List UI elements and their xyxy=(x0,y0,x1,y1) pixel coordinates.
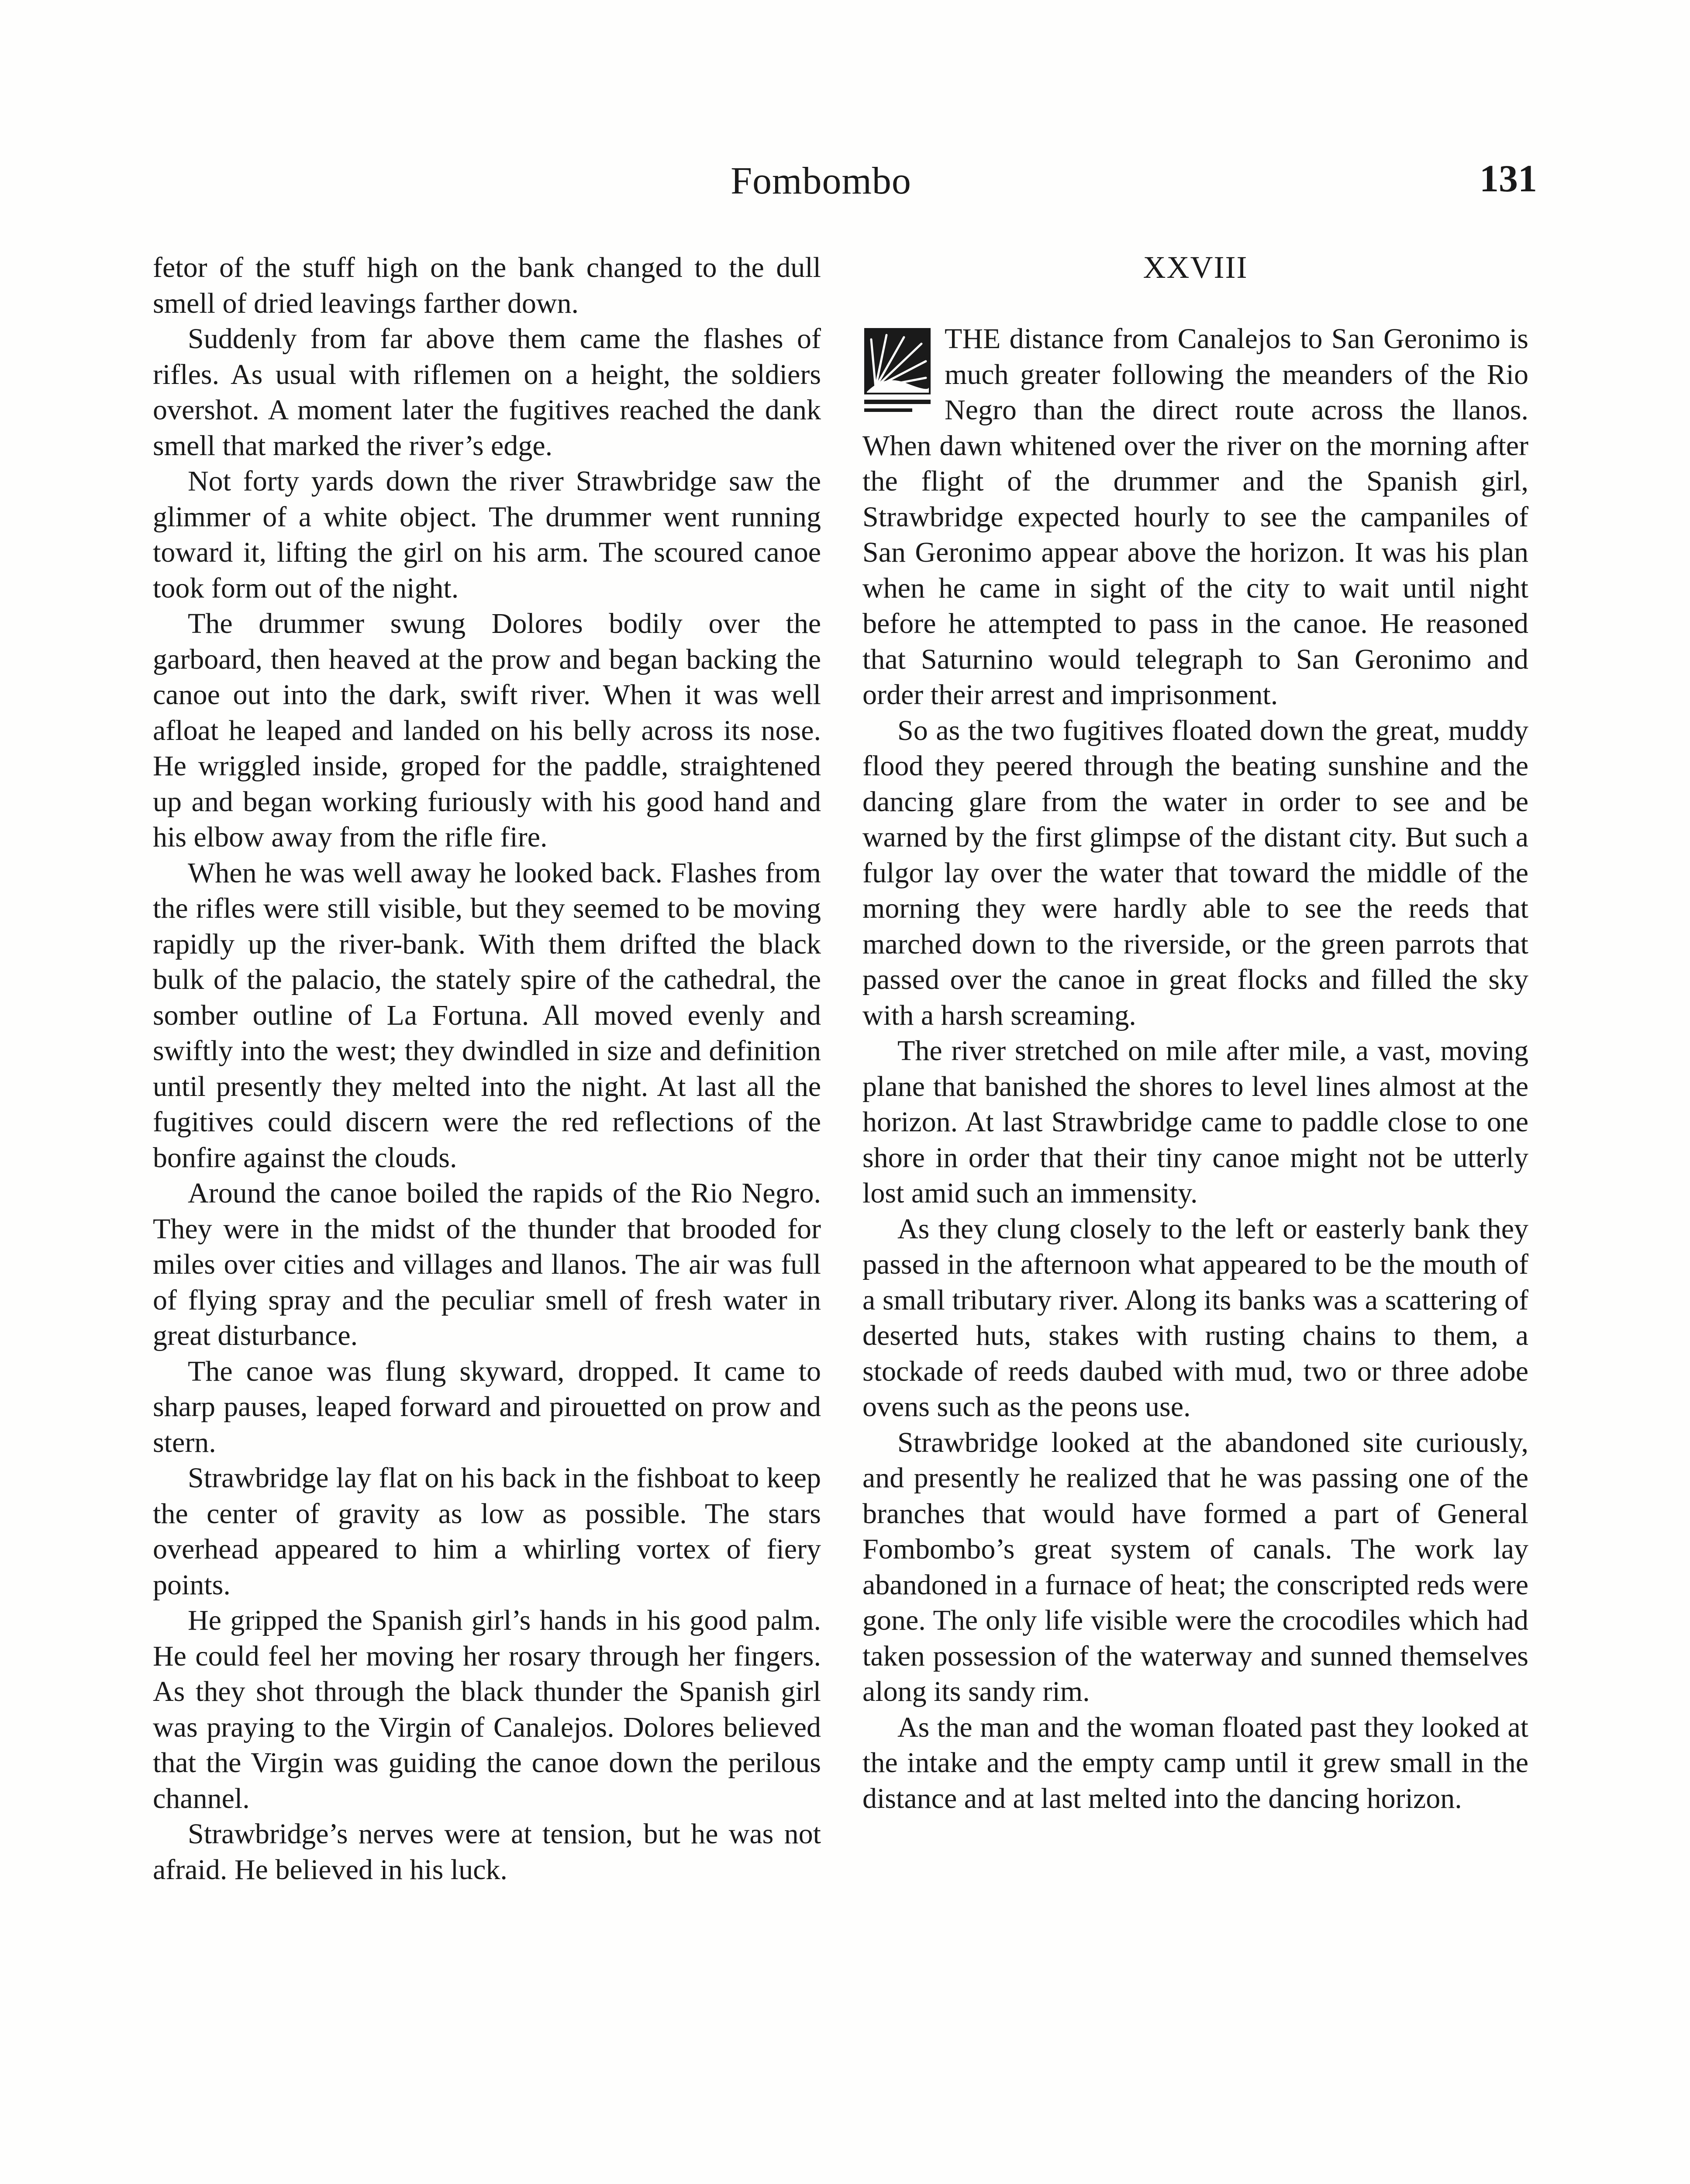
paragraph: Suddenly from far above them came the flashes of rifles. As usual with riflemen on a height, the soldiers overshot. A moment later the fugitives reached the dank smell that marked the river’s edge. xyxy=(153,323,821,462)
right-text-column xyxy=(862,250,1528,1816)
paragraph: As they clung closely to the left or easterly bank they passed in the afternoon what appeared to be the mouth of a small tributary river. Along its banks was a scattering of deserted huts, stakes with rusting chains to them, a stockade of reeds daubed with mud, two or three adobe ovens such as the peons use. xyxy=(862,1213,1528,1423)
paragraph: So as the two fugitives floated down the great, muddy flood they peered through the beating sunshine and the dancing glare from the water in order to see and be warned by the first glimpse of the distant city. But such a fulgor lay over the water that toward the middle of the morning they were hardly able to see the reeds that marched down to the riverside, or the green parrots that passed over the canoe in great flocks and filled the sky with a harsh screaming. xyxy=(862,714,1528,1031)
paragraph: Strawbridge lay flat on his back in the fishboat to keep the center of gravity as low as possible. The stars overhead appeared to him a whirling vortex of fiery points. xyxy=(153,1462,821,1601)
paragraph: The canoe was flung skyward, dropped. It came to sharp pauses, leaped forward and pirouetted on prow and stern. xyxy=(153,1355,821,1458)
left-text-column xyxy=(153,250,821,1887)
paragraph: When he was well away he looked back. Flashes from the rifles were still visible, but they seemed to be moving rapidly up the river-bank. With them drifted the black bulk of the palacio, the stately spire of the cathedral, the somber outline of La Fortuna. All moved evenly and swiftly into the west; they dwindled in size and definition until presently they melted into the night. At last all the fugitives could discern were the red reflections of the bonfire against the clouds. xyxy=(153,857,821,1174)
paragraph: Around the canoe boiled the rapids of the Rio Negro. They were in the midst of the thunder that brooded for miles over cities and villages and llanos. The air was full of flying spray and the peculiar smell of fresh water in great disturbance. xyxy=(153,1177,821,1351)
paragraph: Not forty yards down the river Strawbridge saw the glimmer of a white object. The drummer went running toward it, lifting the girl on his arm. The scoured canoe took form out of the night. xyxy=(153,465,821,604)
paragraph: THE distance from Canalejos to San Geronimo is much greater following the meanders of the Rio Negro than the direct route across the llanos. When dawn whitened over the river on the morning after the flight of the drummer and the Spanish girl, Strawbridge expected hourly to see the campaniles of San Geronimo appear above the horizon. It was his plan when he came in sight of the city to wait until night before he attempted to pass in the canoe. He reasoned that Saturnino would telegraph to San Geronimo and order their arrest and imprisonment. xyxy=(862,323,1528,711)
paragraph: He gripped the Spanish girl’s hands in his good palm. He could feel her moving her rosary through her fingers. As they shot through the black thunder the Spanish girl was praying to the Virgin of Canalejos. Dolores believed that the Virgin was guiding the canoe down the perilous channel. xyxy=(153,1604,821,1814)
paragraph: fetor of the stuff high on the bank changed to the dull smell of dried leavings farther down. xyxy=(153,252,821,319)
page-number: 131 xyxy=(1480,158,1537,200)
running-title: Fombombo xyxy=(731,160,911,202)
chapter-heading: XXVIII xyxy=(1143,250,1248,285)
paragraph: Strawbridge looked at the abandoned site curiously, and presently he realized that he was passing one of the branches that would have formed a part of General Fombombo’s great system of canals. The work lay abandoned in a furnace of heat; the conscripted reds were gone. The only life visible were the crocodiles which had taken possession of the waterway and sunned themselves along its sandy rim. xyxy=(862,1426,1528,1707)
paragraph: The drummer swung Dolores bodily over the garboard, then heaved at the prow and began backing the canoe out into the dark, swift river. When it was well afloat he leaped and landed on his belly across its nose. He wriggled inside, groped for the paddle, straightened up and began working furiously with his good hand and his elbow away from the rifle fire. xyxy=(153,608,821,853)
paragraph: Strawbridge’s nerves were at tension, but he was not afraid. He believed in his luck. xyxy=(153,1818,821,1886)
paragraph: The river stretched on mile after mile, a vast, moving plane that banished the shores to level lines almost at the horizon. At last Strawbridge came to paddle close to one shore in order that their tiny canoe might not be utterly lost amid such an immensity. xyxy=(862,1035,1528,1209)
paragraph: As the man and the woman floated past they looked at the intake and the empty camp until it grew small in the distance and at last melted into the dancing horizon. xyxy=(862,1711,1528,1814)
sunburst-woodcut-icon xyxy=(862,326,932,418)
